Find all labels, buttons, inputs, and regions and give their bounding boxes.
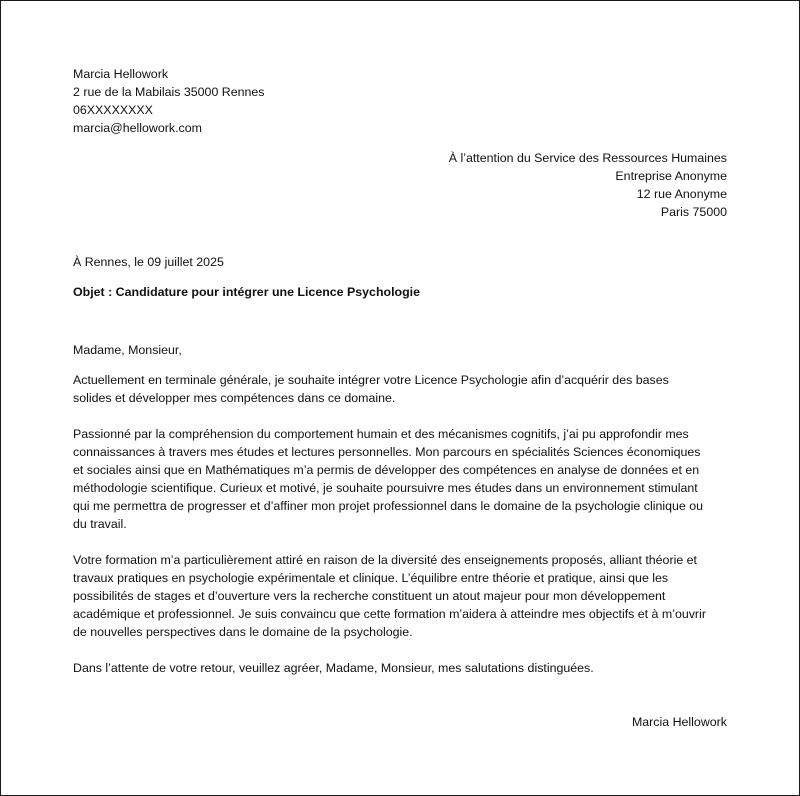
paragraph-line: connaissances à travers mes études et lectures personnelles. Mon parcours en spécialités Sciences économiques [73,445,701,459]
paragraph-intro [73,371,733,407]
sender-phone: 06XXXXXXXX [73,103,153,117]
sender-address: 2 rue de la Mabilais 35000 Rennes [73,85,265,99]
paragraph-line: qui me permettra de progresser et d’affiner mon projet professionnel dans le domaine de la psychologie clinique ou [73,499,703,513]
recipient-city: Paris 75000 [660,205,727,219]
paragraph-line: et sociales ainsi que en Mathématiques m’a permis de développer des compétences en analyse de données et en [73,463,700,477]
paragraph-line: solides et développer mes compétences dans ce domaine. [73,391,396,405]
salutation: Madame, Monsieur, [73,343,182,357]
signature: Marcia Hellowork [631,715,727,729]
paragraph-line: Dans l’attente de votre retour, veuillez agréer, Madame, Monsieur, mes salutations distinguées. [73,661,594,675]
paragraph-background [73,425,733,533]
paragraph-line: académique et professionnel. Je suis convaincu que cette formation m’aidera à atteindre mes objectifs et à m’ouvrir [73,607,706,621]
recipient-company: Entreprise Anonyme [615,169,727,183]
paragraph-motivation [73,551,733,641]
paragraph-line: Votre formation m’a particulièrement attiré en raison de la diversité des enseignements proposés, alliant théorie et [73,553,697,567]
sender-email: marcia@hellowork.com [73,121,202,135]
sender-name: Marcia Hellowork [73,67,169,81]
paragraph-line: Actuellement en terminale générale, je souhaite intégrer votre Licence Psychologie afin d’acquérir des bases [73,373,669,387]
subject-line: Objet : Candidature pour intégrer une Licence Psychologie [73,285,420,299]
paragraph-closing [73,659,733,677]
paragraph-line: Passionné par la compréhension du comportement humain et des mécanismes cognitifs, j’ai pu approfondir mes [73,427,689,441]
recipient-street: 12 rue Anonyme [636,187,727,201]
paragraph-line: possibilités de stages et d’ouverture vers la recherche constituent un atout majeur pour mon développement [73,589,666,603]
paragraph-line: travaux pratiques en psychologie expérimentale et clinique. L’équilibre entre théorie et pratique, ainsi que les [73,571,669,585]
paragraph-line: méthodologie scientifique. Curieux et motivé, je souhaite poursuivre mes études dans un environnement stimulant [73,481,698,495]
paragraph-line: du travail. [73,517,127,531]
recipient-attention: À l’attention du Service des Ressources Humaines [448,151,727,165]
place-date: À Rennes, le 09 juillet 2025 [73,255,224,269]
paragraph-line: de nouvelles perspectives dans le domaine de la psychologie. [73,625,413,639]
